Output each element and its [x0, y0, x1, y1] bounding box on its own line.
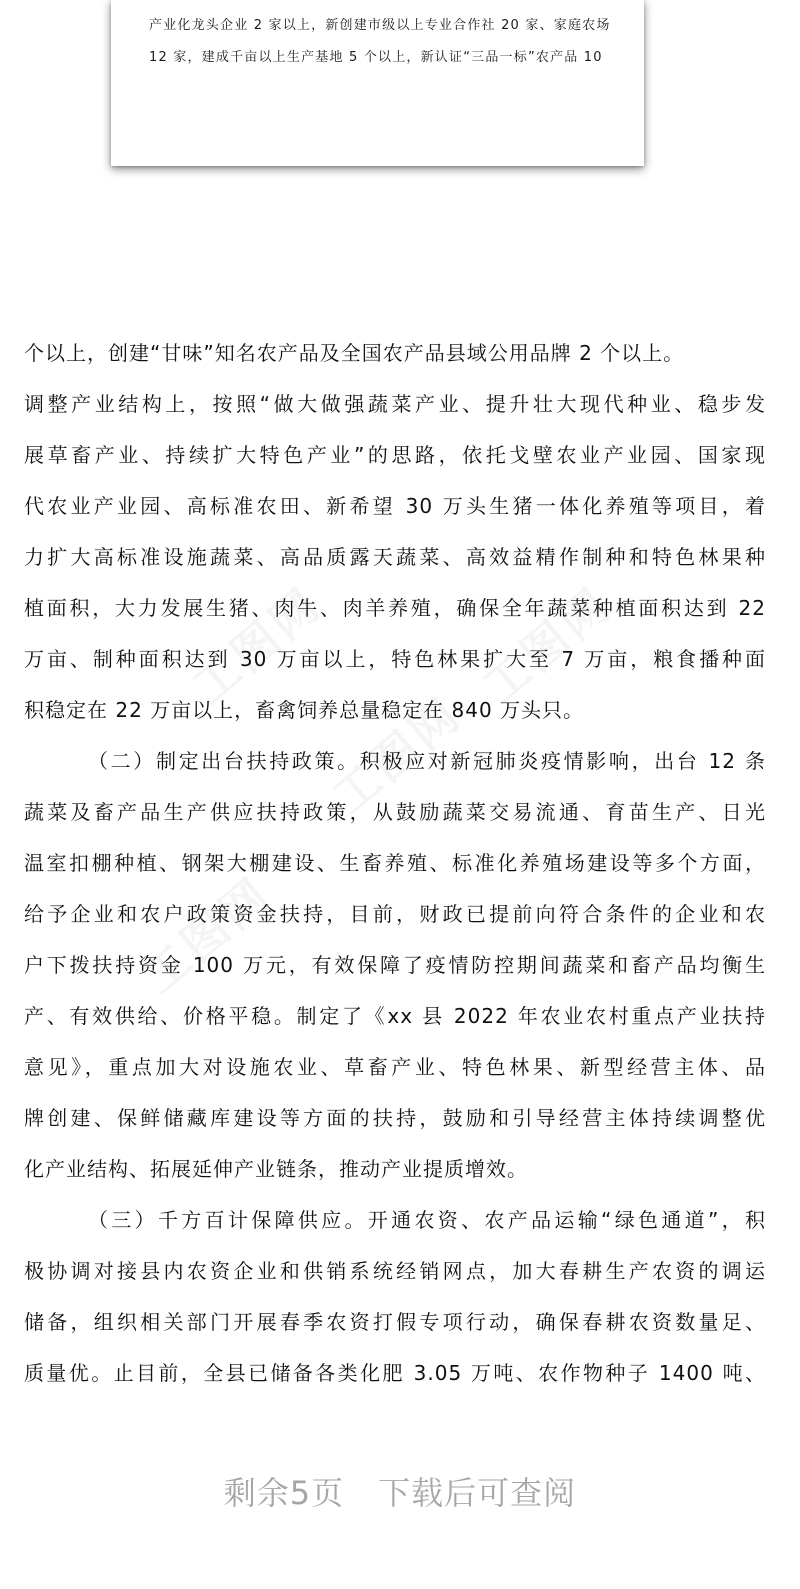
body-line: 化产业结构、拓展延伸产业链条，推动产业提质增效。 [24, 1157, 528, 1181]
body-line: 力扩大高标准设施蔬菜、高品质露天蔬菜、高效益精作制种和特色林果种 [24, 545, 766, 569]
section-heading-line: （三）千方百计保障供应。开通农资、农产品运输“绿色通道”，积 [88, 1208, 766, 1232]
body-line: 户下拨扶持资金 100 万元，有效保障了疫情防控期间蔬菜和畜产品均衡生 [24, 953, 766, 977]
download-prompt[interactable] [0, 1468, 800, 1514]
body-line: 展草畜产业、持续扩大特色产业”的思路，依托戈壁农业产业园、国家现 [24, 443, 766, 467]
body-line: 万亩、制种面积达到 30 万亩以上，特色林果扩大至 7 万亩，粮食播种面 [24, 647, 766, 671]
previous-page-card [111, 0, 644, 166]
prev-page-line-2: 12 家，建成千亩以上生产基地 5 个以上，新认证“三品一标”农产品 10 [149, 50, 603, 65]
document-page [24, 328, 766, 1399]
body-line: 牌创建、保鲜储藏库建设等方面的扶持，鼓励和引导经营主体持续调整优 [24, 1106, 766, 1130]
body-line: 蔬菜及畜产品生产供应扶持政策，从鼓励蔬菜交易流通、育苗生产、日光 [24, 800, 766, 824]
body-line: 质量优。止目前，全县已储备各类化肥 3.05 万吨、农作物种子 1400 吨、 [24, 1361, 766, 1385]
body-line: 给予企业和农户政策资金扶持，目前，财政已提前向符合条件的企业和农 [24, 902, 766, 926]
body-line: 极协调对接县内农资企业和供销系统经销网点，加大春耕生产农资的调运 [24, 1259, 766, 1283]
remaining-pages-label: 剩余5页 [223, 1474, 345, 1512]
download-to-view-label[interactable]: 下载后可查阅 [378, 1474, 577, 1512]
body-line: 意见》，重点加大对设施农业、草畜产业、特色林果、新型经营主体、品 [24, 1055, 766, 1079]
body-line: 代农业产业园、高标准农田、新希望 30 万头生猪一体化养殖等项目，着 [24, 494, 766, 518]
body-line: 温室扣棚种植、钢架大棚建设、生畜养殖、标准化养殖场建设等多个方面， [24, 851, 766, 875]
body-line: 储备，组织相关部门开展春季农资打假专项行动，确保春耕农资数量足、 [24, 1310, 766, 1334]
body-line: 积稳定在 22 万亩以上，畜禽饲养总量稳定在 840 万头只。 [24, 698, 585, 722]
section-heading-line: （二）制定出台扶持政策。积极应对新冠肺炎疫情影响，出台 12 条 [88, 749, 766, 773]
body-line: 植面积，大力发展生猪、肉牛、肉羊养殖，确保全年蔬菜种植面积达到 22 [24, 596, 766, 620]
body-line: 个以上，创建“甘味”知名农产品及全国农产品县域公用品牌 2 个以上。 [24, 341, 685, 365]
body-line: 调整产业结构上，按照“做大做强蔬菜产业、提升壮大现代种业、稳步发 [24, 392, 766, 416]
body-line: 产、有效供给、价格平稳。制定了《xx 县 2022 年农业农村重点产业扶持 [24, 1004, 766, 1028]
prev-page-line-1: 产业化龙头企业 2 家以上，新创建市级以上专业合作社 20 家、家庭农场 [149, 18, 611, 33]
